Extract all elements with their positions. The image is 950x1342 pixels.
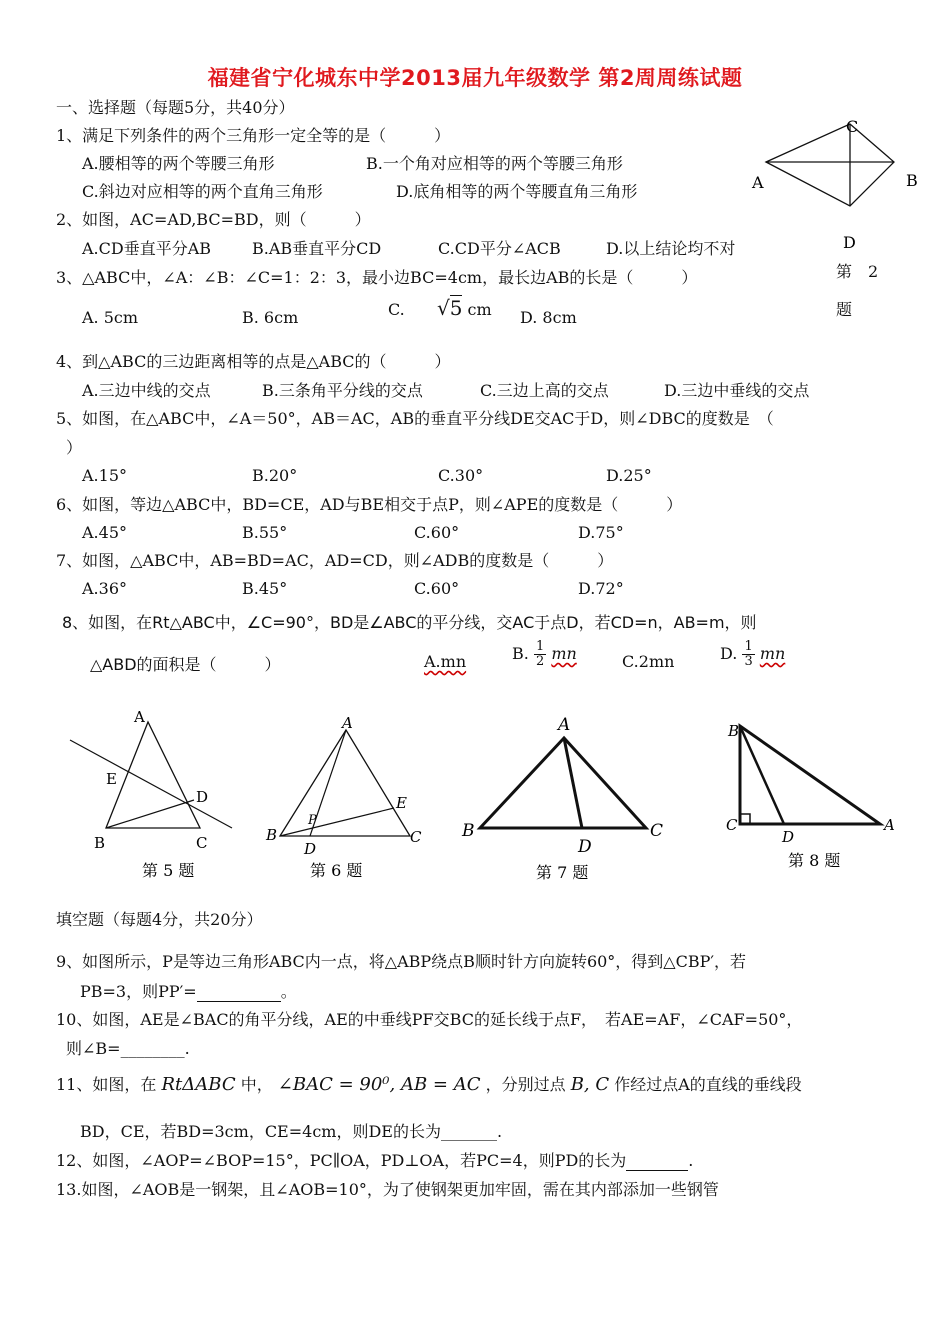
- q7-stem: 7、如图，△ABC中，AB=BD=AC，AD=CD，则∠ADB的度数是（ ）: [56, 551, 614, 570]
- fig7-label-a: A: [558, 715, 571, 735]
- fig7-line-ad: [564, 738, 582, 828]
- fig5-caption: 第 5 题: [142, 861, 195, 880]
- q9-line2-end: 。: [280, 982, 297, 1001]
- fig2-kite: [766, 124, 894, 206]
- q3-option-a: A. 5cm: [82, 308, 139, 327]
- q10-line2: 则∠B=________.: [66, 1039, 190, 1058]
- fig6-label-d: D: [304, 840, 317, 858]
- q11-math-condition: ∠BAC = 90⁰, AB = AC: [277, 1074, 481, 1095]
- q1-option-c: C.斜边对应相等的两个直角三角形: [82, 182, 323, 201]
- fig7-label-b: B: [462, 821, 475, 841]
- q8-option-d-fraction: [742, 640, 754, 669]
- q3-option-c: [388, 298, 492, 320]
- q2-option-c: C.CD平分∠ACB: [438, 239, 561, 258]
- fig7-label-d: D: [578, 837, 592, 857]
- q11-prefix: 11、如图，在: [56, 1075, 157, 1094]
- q3-option-c-prefix: C.: [388, 300, 405, 319]
- q6-option-c: C.60°: [414, 523, 460, 542]
- q8-option-b-numerator: 1: [535, 639, 545, 654]
- q6-option-a: A.45°: [82, 523, 127, 542]
- q5-option-d: D.25°: [606, 466, 652, 485]
- q11-line1: [56, 1068, 802, 1102]
- q8-option-b-var: mn: [551, 644, 577, 663]
- fig2-caption-line2: 题: [836, 300, 853, 319]
- fig5-label-c: C: [196, 834, 208, 852]
- q6-stem: 6、如图，等边△ABC中，BD=CE，AD与BE相交于点P，则∠APE的度数是（ ）: [56, 495, 683, 514]
- fig5-label-a: A: [134, 708, 145, 726]
- fig8-caption: 第 8 题: [788, 851, 841, 870]
- q8-option-b-denominator: 2: [535, 654, 545, 669]
- q2-option-b: B.AB垂直平分CD: [252, 239, 382, 258]
- q11-line2: BD，CE，若BD=3cm，CE=4cm，则DE的长为_______.: [80, 1122, 503, 1141]
- q8-option-b: [512, 640, 577, 669]
- q2-stem: 2、如图，AC=AD,BC=BD，则（ ）: [56, 210, 371, 229]
- fig5-label-d: D: [196, 788, 209, 806]
- fig2-label-b: B: [906, 171, 918, 190]
- fig7-label-c: C: [650, 821, 664, 841]
- q10-line1: 10、如图，AE是∠BAC的角平分线，AE的中垂线PF交BC的延长线于点F， 若AE=AF，∠CAF=50°，: [56, 1010, 803, 1029]
- q3-option-c-unit: cm: [467, 300, 492, 319]
- q11-suffix: 作经过点A的直线的垂线段: [614, 1075, 802, 1094]
- q8-stem: 8、如图，在Rt△ABC中，∠C=90°，BD是∠ABC的平分线，交AC于点D，若CD=n，AB=m，则: [62, 613, 757, 632]
- q11-math-triangle: RtΔABC: [161, 1074, 236, 1095]
- q3-option-b: B. 6cm: [242, 308, 299, 327]
- q12-line: [56, 1151, 693, 1171]
- fig2-label-c: C: [846, 117, 859, 136]
- fig5-line-bd: [106, 800, 194, 828]
- q6-option-d: D.75°: [578, 523, 624, 542]
- q9-line2: [80, 982, 297, 1002]
- q12-end: .: [688, 1151, 694, 1170]
- fig7-triangle: [480, 738, 646, 828]
- q8-option-b-fraction: [534, 640, 546, 669]
- sqrt-sign: √: [436, 296, 450, 320]
- q4-option-c: C.三边上高的交点: [480, 381, 609, 400]
- q11-math-points: B, C: [570, 1074, 610, 1095]
- q7-option-d: D.72°: [578, 579, 624, 598]
- fig6-label-e: E: [396, 794, 407, 812]
- q3-option-d: D. 8cm: [520, 308, 577, 327]
- fig5-label-e: E: [106, 770, 117, 788]
- q8-option-c: C.2mn: [622, 652, 675, 671]
- q13-line: 13.如图，∠AOB是一钢架，且∠AOB=10°，为了使钢架更加牢固，需在其内部添加一些钢管: [56, 1180, 719, 1199]
- q7-option-a: A.36°: [82, 579, 127, 598]
- section-choice-heading: 一、选择题（每题5分，共40分）: [56, 98, 295, 117]
- q1-stem: 1、满足下列条件的两个三角形一定全等的是（ ）: [56, 126, 451, 145]
- q12-answer-blank: [626, 1154, 688, 1171]
- q9-line1: 9、如图所示，P是等边三角形ABC内一点，将△ABP绕点B顺时针方向旋转60°，得到△CBP′，若: [56, 952, 747, 971]
- q1-option-a: A.腰相等的两个等腰三角形: [82, 154, 275, 173]
- fig2-label-a: A: [752, 173, 764, 192]
- q11-mid: 中，: [240, 1075, 273, 1094]
- q1-option-d: D.底角相等的两个等腰直角三角形: [396, 182, 638, 201]
- q1-option-b: B.一个角对应相等的两个等腰三角形: [366, 154, 623, 173]
- q5-stem-close: ）: [66, 438, 83, 457]
- q5-option-a: A.15°: [82, 466, 127, 485]
- q8-option-d: [720, 640, 785, 669]
- q5-option-b: B.20°: [252, 466, 298, 485]
- fig8-label-d: D: [782, 828, 795, 846]
- q2-option-a: A.CD垂直平分AB: [82, 239, 212, 258]
- q8-option-b-prefix: B.: [512, 644, 529, 663]
- fig5-triangle: [106, 722, 200, 828]
- q5-option-c: C.30°: [438, 466, 484, 485]
- q8-option-d-numerator: 1: [744, 639, 753, 654]
- fig6-line-be: [280, 808, 394, 836]
- q8-option-a: [424, 652, 466, 672]
- q5-stem: 5、如图，在△ABC中，∠A＝50°，AB＝AC，AB的垂直平分线DE交AC于D，则∠DBC的度数是 （: [56, 409, 774, 428]
- q4-stem: 4、到△ABC的三边距离相等的点是△ABC的（ ）: [56, 352, 451, 371]
- q7-option-b: B.45°: [242, 579, 288, 598]
- figures-row: [60, 700, 920, 890]
- q8-stem-line2: △ABD的面积是（ ）: [90, 655, 281, 674]
- fig2-caption-line1: 第 2: [836, 262, 879, 281]
- fig6-label-p: P: [308, 813, 317, 828]
- page-title: 福建省宁化城东中学2013届九年级数学 第2周周练试题: [207, 66, 743, 90]
- q8-option-d-denominator: 3: [744, 654, 753, 669]
- q3-option-c-radicand: 5: [449, 296, 463, 320]
- q4-option-b: B.三条角平分线的交点: [262, 381, 423, 400]
- q8-option-d-var: mn: [759, 644, 786, 663]
- fig6-label-c: C: [410, 828, 422, 846]
- fig6-diagram: [265, 714, 422, 880]
- fig8-label-c: C: [726, 816, 738, 834]
- q4-option-d: D.三边中垂线的交点: [664, 381, 810, 400]
- fig2-diagram: [740, 110, 930, 260]
- fig7-caption: 第 7 题: [536, 863, 589, 882]
- q12-text: 12、如图，∠AOP=∠BOP=15°，PC∥OA，PD⊥OA，若PC=4，则PD的长为: [56, 1151, 627, 1170]
- fig8-label-a: A: [884, 816, 895, 834]
- fig7-diagram: [461, 715, 663, 882]
- q3-stem: 3、△ABC中，∠A：∠B：∠C=1：2：3，最小边BC=4cm，最长边AB的长是（ ）: [56, 268, 698, 287]
- q4-option-a: A.三边中线的交点: [82, 381, 211, 400]
- q11-mid2: ，分别过点: [485, 1075, 566, 1094]
- q9-line2-text: PB=3，则PP′=: [80, 982, 197, 1001]
- fig2-label-d: D: [843, 233, 856, 252]
- fig8-label-b: B: [728, 722, 740, 740]
- fig5-label-b: B: [94, 834, 106, 852]
- q2-option-d: D.以上结论均不对: [606, 239, 736, 258]
- q6-option-b: B.55°: [242, 523, 288, 542]
- q7-option-c: C.60°: [414, 579, 460, 598]
- fig6-caption: 第 6 题: [310, 861, 363, 880]
- fig5-perpendicular-bisector: [70, 740, 232, 828]
- q8-option-a-text: A.mn: [424, 652, 467, 671]
- fig5-diagram: [70, 708, 232, 880]
- q8-option-d-prefix: D.: [720, 644, 738, 663]
- fig8-diagram: [726, 722, 895, 870]
- section-fill-heading: 填空题（每题4分，共20分）: [56, 910, 263, 929]
- fig6-label-a: A: [342, 714, 353, 732]
- fig6-label-b: B: [266, 826, 278, 844]
- q9-answer-blank: [197, 985, 281, 1002]
